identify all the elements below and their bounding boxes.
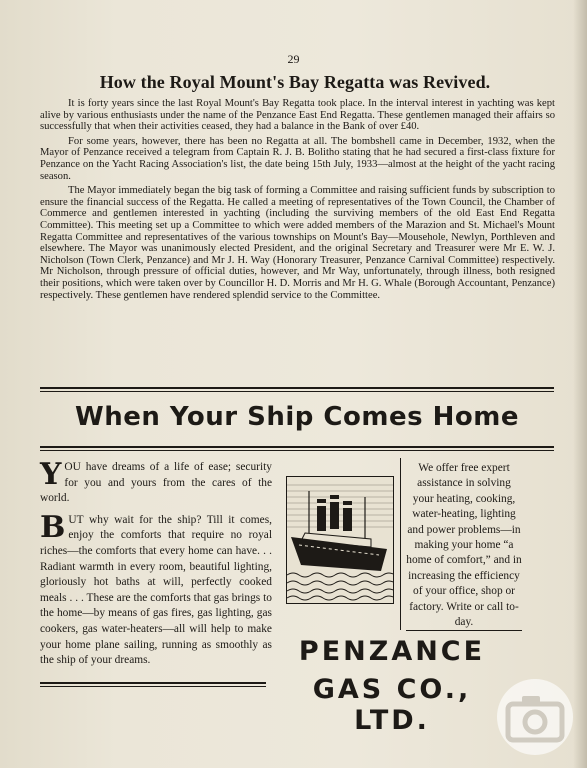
bottom-rule-left-thin <box>40 686 266 687</box>
company-name-line-1: PENZANCE <box>298 636 486 667</box>
page-edge-shadow <box>573 0 587 768</box>
steamship-illustration <box>286 476 394 604</box>
advert-left-paragraph-1 <box>40 457 272 507</box>
article-paragraph-3: The Mayor immediately began the big task of forming a Committee and raising sufficient funds by subscription to ensure the financial success of the Regatta. He called a meeting of representatives of the Town Council, the Chamber of Commerce and gentlemen interested in yachting (including the surviving members of the old East End Regatta Committee). This meeting set up a Committee to which were added members of the Marazion and St. Michael's Mount Regatta Committee and representatives of the various townships on Mount's Bay—Mousehole, Newlyn, Porthleven and elsewhere. The Mayor was unanimously elected President, and the original Secretary and Treasurer were Mr E. W. J. Nicholson (Town Clerk, Penzance) and Mr J. H. Way (Honorary Treasurer, Penzance Carnival Committee) respectively. Mr Nicholson, through pressure of official duties, however, and Mr Way, unfortunately, through illness, both resigned their positions, which were taken over by Councillor H. D. Morris and Mr H. G. Whale (Borough Accountant, Penzance) respectively. These gentlemen have rendered splendid service to the Committee. <box>40 185 555 301</box>
advert-left-text-1: have dreams of a life of ease; security for you and yours from the cares of the world. <box>40 461 272 505</box>
small-caps-lead: UT <box>68 513 84 526</box>
advert-headline-rule-thin <box>40 450 554 451</box>
article-paragraph-2: For some years, however, there has been no Regatta at all. The bombshell came in December, 1932, when the Mayor of Penzance received a telegram from Captain R. J. B. Bolitho stating that he had secured a first-class fixture for Penzance on the Yacht Racing Association's list, the date being 15th July, 1933—almost at the height of the yacht racing season. <box>40 135 555 182</box>
small-caps-lead: OU <box>64 461 81 473</box>
right-column-rule <box>406 630 522 631</box>
advert-left-paragraph-2 <box>40 509 272 669</box>
company-name-line-2: GAS CO., LTD. <box>312 674 472 736</box>
drop-cap: B <box>40 509 66 545</box>
article-paragraph-1: It is forty years since the last Royal Mount's Bay Regatta took place. In the interval interest in yachting was kept alive by various enthusiasts under the name of the Penzance East End Regatta. These gentlemen managed their affairs so successfully that when their activities ceased, they had a balance in the Bank of over £40. <box>40 98 555 133</box>
section-divider-top-thin <box>40 391 554 392</box>
bottom-rule-left <box>40 682 266 684</box>
steamship-icon <box>287 477 393 603</box>
advert-headline-rule <box>40 446 554 448</box>
advert-right-column: We offer free expert assistance in solving your heating, cooking, water-heating, lighting and power problems—in making your home “a home of comfort,” and in increasing the efficiency of your office, shop or factory. Write or call to-day. <box>406 462 522 629</box>
page-number: 29 <box>287 52 300 66</box>
section-divider-top <box>40 387 554 389</box>
advert-left-text-2: why wait for the ship? Till it comes, enjoy the comforts that require no royal riches—the comforts that every home can have. . . Radiant warmth in every room, beautiful lighting, gloriously hot baths at will, perfectly cooked meals . . . These are the comforts that gas brings to the home—by means of gas fires, gas lighting, gas cookers, gas water-heaters—all will help to make your home plane sailing, running as smoothly as the ship of your dreams. <box>40 513 272 667</box>
drop-cap: Y <box>40 457 62 492</box>
article-body <box>40 98 555 304</box>
column-divider <box>400 458 401 630</box>
advert-headline: When Your Ship Comes Home <box>75 402 519 432</box>
article-title: How the Royal Mount's Bay Regatta was Revived. <box>99 72 491 92</box>
advert-left-column <box>40 457 272 675</box>
camera-icon <box>492 676 578 758</box>
